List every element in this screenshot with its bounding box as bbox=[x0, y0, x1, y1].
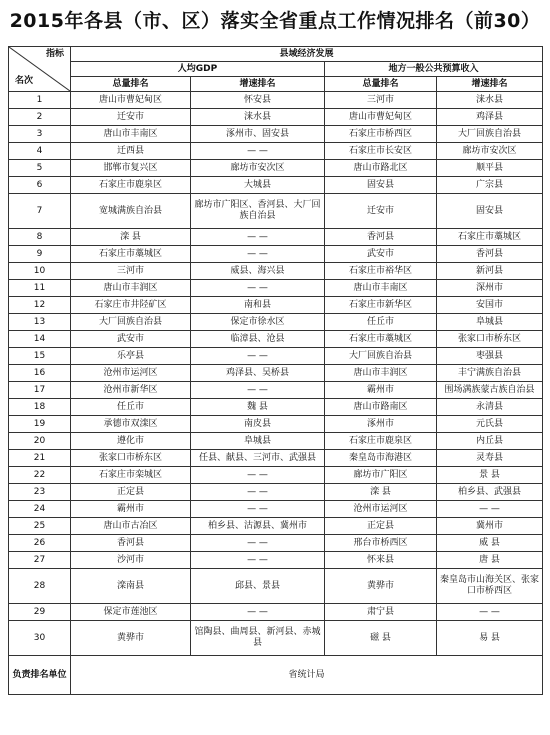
rank-cell: 21 bbox=[9, 450, 71, 467]
gdp-total-cell: 黄骅市 bbox=[71, 621, 191, 656]
budget-total-cell: 三河市 bbox=[325, 92, 437, 109]
budget-total-cell: 石家庄市藁城区 bbox=[325, 331, 437, 348]
gdp-growth-cell: — — bbox=[191, 382, 325, 399]
table-row bbox=[9, 348, 543, 365]
budget-growth-cell: 顺平县 bbox=[437, 160, 543, 177]
table-row bbox=[9, 194, 543, 229]
rank-cell: 29 bbox=[9, 604, 71, 621]
gdp-total-cell: 石家庄市鹿泉区 bbox=[71, 177, 191, 194]
budget-total-cell: 廊坊市广阳区 bbox=[325, 467, 437, 484]
rank-cell: 12 bbox=[9, 297, 71, 314]
budget-total-cell: 秦皇岛市海港区 bbox=[325, 450, 437, 467]
gdp-growth-cell: 涿州市、固安县 bbox=[191, 126, 325, 143]
header-gdp: 人均GDP bbox=[71, 62, 325, 77]
gdp-total-cell: 唐山市曹妃甸区 bbox=[71, 92, 191, 109]
table-row bbox=[9, 382, 543, 399]
table-row bbox=[9, 143, 543, 160]
table-row bbox=[9, 109, 543, 126]
rank-cell: 23 bbox=[9, 484, 71, 501]
gdp-growth-cell: — — bbox=[191, 467, 325, 484]
table-row bbox=[9, 569, 543, 604]
gdp-total-cell: 唐山市丰南区 bbox=[71, 126, 191, 143]
budget-growth-cell: 元氏县 bbox=[437, 416, 543, 433]
gdp-growth-cell: 保定市徐水区 bbox=[191, 314, 325, 331]
rank-cell: 7 bbox=[9, 194, 71, 229]
rank-cell: 1 bbox=[9, 92, 71, 109]
budget-total-cell: 石家庄市新华区 bbox=[325, 297, 437, 314]
gdp-total-cell: 武安市 bbox=[71, 331, 191, 348]
footer-value: 省统计局 bbox=[71, 656, 543, 695]
table-row bbox=[9, 263, 543, 280]
budget-growth-cell: 丰宁满族自治县 bbox=[437, 365, 543, 382]
header-indicator: 指标 bbox=[45, 49, 64, 59]
gdp-total-cell: 保定市莲池区 bbox=[71, 604, 191, 621]
table-row bbox=[9, 92, 543, 109]
budget-growth-cell: 围场满族蒙古族自治县 bbox=[437, 382, 543, 399]
table-row bbox=[9, 450, 543, 467]
table-row bbox=[9, 552, 543, 569]
gdp-growth-cell: 南和县 bbox=[191, 297, 325, 314]
gdp-total-cell: 唐山市古冶区 bbox=[71, 518, 191, 535]
rank-cell: 27 bbox=[9, 552, 71, 569]
budget-total-cell: 石家庄市长安区 bbox=[325, 143, 437, 160]
budget-growth-cell: 鸡泽县 bbox=[437, 109, 543, 126]
budget-growth-cell: 枣强县 bbox=[437, 348, 543, 365]
gdp-growth-cell: 馆陶县、曲周县、新河县、赤城县 bbox=[191, 621, 325, 656]
budget-growth-cell: — — bbox=[437, 501, 543, 518]
rank-cell: 19 bbox=[9, 416, 71, 433]
budget-total-cell: 邢台市桥西区 bbox=[325, 535, 437, 552]
budget-growth-cell: — — bbox=[437, 604, 543, 621]
header-budget-growth-rank: 增速排名 bbox=[437, 77, 543, 92]
header-gdp-growth-rank: 增速排名 bbox=[191, 77, 325, 92]
budget-growth-cell: 深州市 bbox=[437, 280, 543, 297]
gdp-total-cell: 迁安市 bbox=[71, 109, 191, 126]
table-row bbox=[9, 331, 543, 348]
rank-cell: 11 bbox=[9, 280, 71, 297]
gdp-total-cell: 承德市双滦区 bbox=[71, 416, 191, 433]
budget-total-cell: 唐山市丰润区 bbox=[325, 365, 437, 382]
rank-cell: 8 bbox=[9, 229, 71, 246]
table-row bbox=[9, 433, 543, 450]
budget-total-cell: 霸州市 bbox=[325, 382, 437, 399]
gdp-growth-cell: 临漳县、沧县 bbox=[191, 331, 325, 348]
budget-growth-cell: 阜城县 bbox=[437, 314, 543, 331]
gdp-growth-cell: 廊坊市安次区 bbox=[191, 160, 325, 177]
budget-total-cell: 滦 县 bbox=[325, 484, 437, 501]
rank-cell: 13 bbox=[9, 314, 71, 331]
rank-cell: 20 bbox=[9, 433, 71, 450]
gdp-total-cell: 乐亭县 bbox=[71, 348, 191, 365]
rank-cell: 5 bbox=[9, 160, 71, 177]
budget-growth-cell: 固安县 bbox=[437, 194, 543, 229]
gdp-total-cell: 石家庄市藁城区 bbox=[71, 246, 191, 263]
gdp-growth-cell: 廊坊市广阳区、香河县、大厂回族自治县 bbox=[191, 194, 325, 229]
budget-growth-cell: 安国市 bbox=[437, 297, 543, 314]
table-row bbox=[9, 501, 543, 518]
budget-total-cell: 石家庄市裕华区 bbox=[325, 263, 437, 280]
rank-cell: 15 bbox=[9, 348, 71, 365]
table-row bbox=[9, 229, 543, 246]
gdp-growth-cell: — — bbox=[191, 535, 325, 552]
gdp-growth-cell: 威县、海兴县 bbox=[191, 263, 325, 280]
budget-growth-cell: 大厂回族自治县 bbox=[437, 126, 543, 143]
header-budget: 地方一般公共预算收入 bbox=[325, 62, 543, 77]
budget-growth-cell: 香河县 bbox=[437, 246, 543, 263]
budget-total-cell: 任丘市 bbox=[325, 314, 437, 331]
gdp-growth-cell: 魏 县 bbox=[191, 399, 325, 416]
header-budget-total-rank: 总量排名 bbox=[325, 77, 437, 92]
budget-total-cell: 香河县 bbox=[325, 229, 437, 246]
gdp-growth-cell: 涞水县 bbox=[191, 109, 325, 126]
rank-cell: 2 bbox=[9, 109, 71, 126]
table-row bbox=[9, 535, 543, 552]
gdp-total-cell: 石家庄市栾城区 bbox=[71, 467, 191, 484]
budget-growth-cell: 涞水县 bbox=[437, 92, 543, 109]
gdp-total-cell: 遵化市 bbox=[71, 433, 191, 450]
gdp-total-cell: 大厂回族自治县 bbox=[71, 314, 191, 331]
budget-growth-cell: 灵寿县 bbox=[437, 450, 543, 467]
rank-cell: 18 bbox=[9, 399, 71, 416]
table-row bbox=[9, 621, 543, 656]
budget-total-cell: 正定县 bbox=[325, 518, 437, 535]
table-row bbox=[9, 484, 543, 501]
budget-total-cell: 涿州市 bbox=[325, 416, 437, 433]
budget-growth-cell: 张家口市桥东区 bbox=[437, 331, 543, 348]
rank-cell: 26 bbox=[9, 535, 71, 552]
header-gdp-total-rank: 总量排名 bbox=[71, 77, 191, 92]
gdp-growth-cell: 鸡泽县、吴桥县 bbox=[191, 365, 325, 382]
budget-total-cell: 固安县 bbox=[325, 177, 437, 194]
budget-total-cell: 磁 县 bbox=[325, 621, 437, 656]
table-row bbox=[9, 467, 543, 484]
gdp-growth-cell: — — bbox=[191, 143, 325, 160]
footer-row bbox=[9, 656, 543, 695]
budget-growth-cell: 冀州市 bbox=[437, 518, 543, 535]
rank-cell: 17 bbox=[9, 382, 71, 399]
rank-cell: 30 bbox=[9, 621, 71, 656]
rank-cell: 28 bbox=[9, 569, 71, 604]
header-corner-cell bbox=[9, 47, 71, 92]
rank-cell: 10 bbox=[9, 263, 71, 280]
gdp-growth-cell: — — bbox=[191, 552, 325, 569]
gdp-total-cell: 沧州市运河区 bbox=[71, 365, 191, 382]
budget-total-cell: 沧州市运河区 bbox=[325, 501, 437, 518]
rank-cell: 24 bbox=[9, 501, 71, 518]
budget-total-cell: 石家庄市桥西区 bbox=[325, 126, 437, 143]
gdp-total-cell: 邯郸市复兴区 bbox=[71, 160, 191, 177]
budget-growth-cell: 内丘县 bbox=[437, 433, 543, 450]
gdp-total-cell: 唐山市丰润区 bbox=[71, 280, 191, 297]
rank-cell: 25 bbox=[9, 518, 71, 535]
budget-total-cell: 怀来县 bbox=[325, 552, 437, 569]
budget-total-cell: 大厂回族自治县 bbox=[325, 348, 437, 365]
ranking-table bbox=[8, 46, 543, 695]
gdp-growth-cell: — — bbox=[191, 484, 325, 501]
budget-growth-cell: 柏乡县、武强县 bbox=[437, 484, 543, 501]
table-row bbox=[9, 297, 543, 314]
gdp-growth-cell: 南皮县 bbox=[191, 416, 325, 433]
budget-growth-cell: 景 县 bbox=[437, 467, 543, 484]
budget-total-cell: 肃宁县 bbox=[325, 604, 437, 621]
gdp-growth-cell: — — bbox=[191, 501, 325, 518]
budget-total-cell: 唐山市路北区 bbox=[325, 160, 437, 177]
header-rank: 名次 bbox=[15, 76, 34, 86]
rank-cell: 3 bbox=[9, 126, 71, 143]
table-row bbox=[9, 365, 543, 382]
gdp-growth-cell: — — bbox=[191, 348, 325, 365]
table-row bbox=[9, 160, 543, 177]
table-row bbox=[9, 314, 543, 331]
table-row bbox=[9, 246, 543, 263]
rank-cell: 14 bbox=[9, 331, 71, 348]
table-row bbox=[9, 280, 543, 297]
table-row bbox=[9, 416, 543, 433]
table-row bbox=[9, 518, 543, 535]
gdp-total-cell: 滦 县 bbox=[71, 229, 191, 246]
budget-growth-cell: 秦皇岛市山海关区、张家口市桥西区 bbox=[437, 569, 543, 604]
page-title: 2015年各县（市、区）落实全省重点工作情况排名（前30） bbox=[9, 10, 541, 32]
budget-growth-cell: 威 县 bbox=[437, 535, 543, 552]
gdp-total-cell: 石家庄市井陉矿区 bbox=[71, 297, 191, 314]
budget-growth-cell: 廊坊市安次区 bbox=[437, 143, 543, 160]
gdp-total-cell: 正定县 bbox=[71, 484, 191, 501]
gdp-total-cell: 宽城满族自治县 bbox=[71, 194, 191, 229]
rank-cell: 4 bbox=[9, 143, 71, 160]
budget-growth-cell: 易 县 bbox=[437, 621, 543, 656]
gdp-total-cell: 三河市 bbox=[71, 263, 191, 280]
budget-growth-cell: 石家庄市藁城区 bbox=[437, 229, 543, 246]
rank-cell: 22 bbox=[9, 467, 71, 484]
table-row bbox=[9, 604, 543, 621]
gdp-total-cell: 沙河市 bbox=[71, 552, 191, 569]
gdp-growth-cell: — — bbox=[191, 604, 325, 621]
gdp-total-cell: 沧州市新华区 bbox=[71, 382, 191, 399]
budget-total-cell: 唐山市丰南区 bbox=[325, 280, 437, 297]
budget-growth-cell: 永清县 bbox=[437, 399, 543, 416]
budget-growth-cell: 广宗县 bbox=[437, 177, 543, 194]
gdp-total-cell: 滦南县 bbox=[71, 569, 191, 604]
table-row bbox=[9, 126, 543, 143]
gdp-growth-cell: 任县、献县、三河市、武强县 bbox=[191, 450, 325, 467]
gdp-growth-cell: 邱县、景县 bbox=[191, 569, 325, 604]
budget-growth-cell: 唐 县 bbox=[437, 552, 543, 569]
gdp-growth-cell: 怀安县 bbox=[191, 92, 325, 109]
gdp-total-cell: 迁西县 bbox=[71, 143, 191, 160]
budget-total-cell: 武安市 bbox=[325, 246, 437, 263]
rank-cell: 16 bbox=[9, 365, 71, 382]
budget-growth-cell: 新河县 bbox=[437, 263, 543, 280]
footer-label: 负责排名单位 bbox=[9, 656, 71, 695]
budget-total-cell: 唐山市曹妃甸区 bbox=[325, 109, 437, 126]
rank-cell: 9 bbox=[9, 246, 71, 263]
budget-total-cell: 黄骅市 bbox=[325, 569, 437, 604]
gdp-total-cell: 张家口市桥东区 bbox=[71, 450, 191, 467]
budget-total-cell: 迁安市 bbox=[325, 194, 437, 229]
gdp-growth-cell: — — bbox=[191, 246, 325, 263]
gdp-growth-cell: 阜城县 bbox=[191, 433, 325, 450]
header-group: 县域经济发展 bbox=[71, 47, 543, 62]
gdp-growth-cell: 大城县 bbox=[191, 177, 325, 194]
gdp-growth-cell: 柏乡县、沽源县、冀州市 bbox=[191, 518, 325, 535]
gdp-growth-cell: — — bbox=[191, 229, 325, 246]
gdp-total-cell: 任丘市 bbox=[71, 399, 191, 416]
table-row bbox=[9, 177, 543, 194]
budget-total-cell: 石家庄市鹿泉区 bbox=[325, 433, 437, 450]
gdp-total-cell: 霸州市 bbox=[71, 501, 191, 518]
gdp-total-cell: 香河县 bbox=[71, 535, 191, 552]
table-row bbox=[9, 399, 543, 416]
rank-cell: 6 bbox=[9, 177, 71, 194]
budget-total-cell: 唐山市路南区 bbox=[325, 399, 437, 416]
gdp-growth-cell: — — bbox=[191, 280, 325, 297]
